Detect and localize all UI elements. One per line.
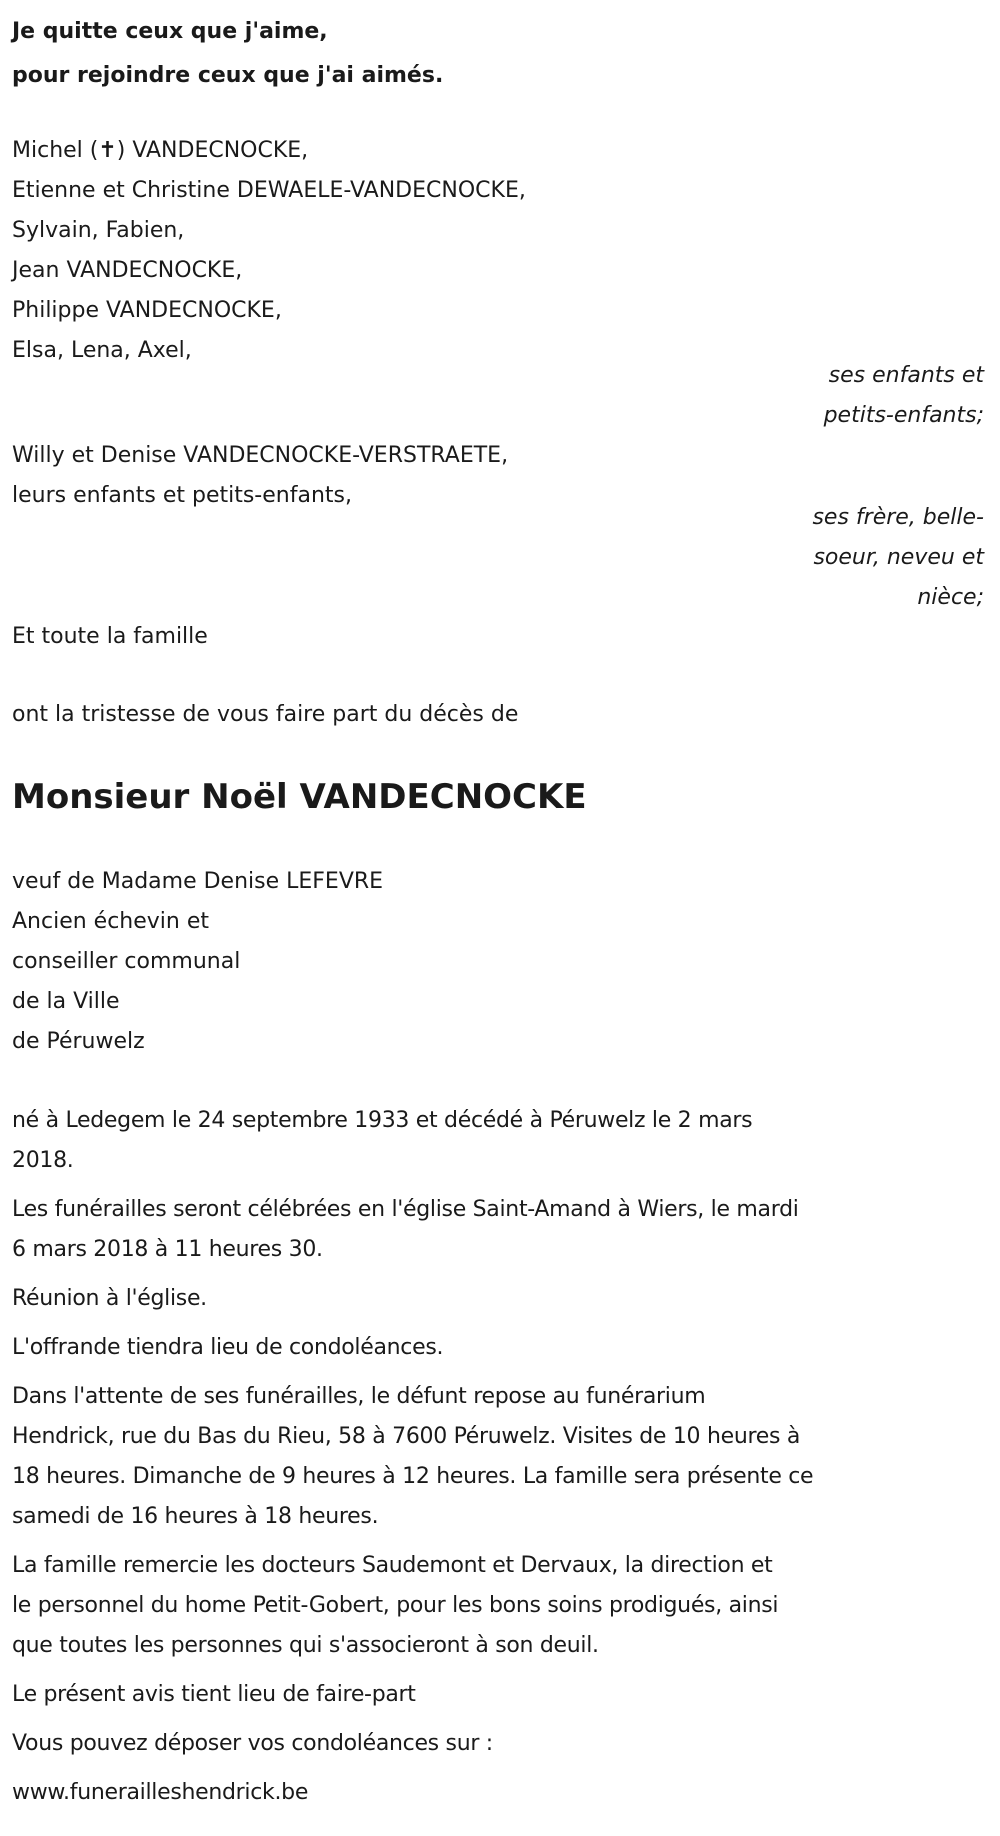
family-member: Jean VANDECNOCKE, [12,258,243,283]
paragraph-line: 6 mars 2018 à 11 heures 30. [12,1237,323,1262]
family-member: Michel (✝) VANDECNOCKE, [12,138,309,163]
paragraph [12,1190,813,1270]
paragraph-line: Réunion à l'église. [12,1286,207,1311]
family-member: Etienne et Christine DEWAELE-VANDECNOCKE, [12,178,526,203]
title-line: Ancien échevin et [12,909,210,934]
deceased-name: Monsieur Noël VANDECNOCKE [12,777,587,817]
family-member: Philippe VANDECNOCKE, [12,298,282,323]
paragraph-line: Dans l'attente de ses funérailles, le défunt repose au funérarium [12,1384,706,1409]
paragraph-line: L'offrande tiendra lieu de condoléances. [12,1335,444,1360]
paragraph-line: samedi de 16 heures à 18 heures. [12,1504,379,1529]
epigraph-line: pour rejoindre ceux que j'ai aimés. [12,63,444,88]
paragraph [12,1279,813,1319]
family-member: Elsa, Lena, Axel, [12,338,192,363]
paragraph [12,1377,813,1537]
paragraph-line: www.funerailleshendrick.be [12,1780,309,1805]
children-role [824,356,984,436]
title-line: de la Ville [12,989,120,1014]
announcement: ont la tristesse de vous faire part du décès de [12,702,519,727]
whole-family: Et toute la famille [12,624,208,649]
role-line: ses enfants et [828,363,984,388]
paragraph [12,1546,813,1666]
paragraph [12,1328,813,1368]
paragraph [12,1724,813,1764]
details [12,1101,813,1822]
epigraph [12,12,443,96]
paragraph-line: Hendrick, rue du Bas du Rieu, 58 à 7600 Péruwelz. Visites de 10 heures à [12,1424,801,1449]
website-link[interactable] [12,1773,813,1813]
paragraph-line: 2018. [12,1148,74,1173]
siblings-role [812,498,984,618]
paragraph-line: né à Ledegem le 24 septembre 1933 et décédé à Péruwelz le 2 mars [12,1108,753,1133]
paragraph-line: Vous pouvez déposer vos condoléances sur : [12,1731,493,1756]
family-member: Sylvain, Fabien, [12,218,185,243]
title-line: de Péruwelz [12,1029,145,1054]
paragraph-line: 18 heures. Dimanche de 9 heures à 12 heures. La famille sera présente ce [12,1464,814,1489]
title-line: conseiller communal [12,949,241,974]
role-line: soeur, neveu et [813,545,984,570]
siblings-list [12,436,508,516]
family-member: Willy et Denise VANDECNOCKE-VERSTRAETE, [12,443,509,468]
deceased-titles [12,862,383,1062]
title-line: veuf de Madame Denise LEFEVRE [12,869,384,894]
paragraph-line: que toutes les personnes qui s'associeront à son deuil. [12,1633,599,1658]
family-member: leurs enfants et petits-enfants, [12,483,352,508]
children-list [12,131,526,371]
paragraph [12,1675,813,1715]
role-line: petits-enfants; [823,403,984,428]
epigraph-line: Je quitte ceux que j'aime, [12,19,328,44]
paragraph-line: Les funérailles seront célébrées en l'église Saint-Amand à Wiers, le mardi [12,1197,799,1222]
role-line: nièce; [917,585,984,610]
paragraph-line: La famille remercie les docteurs Saudemont et Dervaux, la direction et [12,1553,773,1578]
paragraph-line: Le présent avis tient lieu de faire-part [12,1682,416,1707]
paragraph-line: le personnel du home Petit-Gobert, pour les bons soins prodigués, ainsi [12,1593,779,1618]
paragraph [12,1101,813,1181]
role-line: ses frère, belle- [812,505,984,530]
